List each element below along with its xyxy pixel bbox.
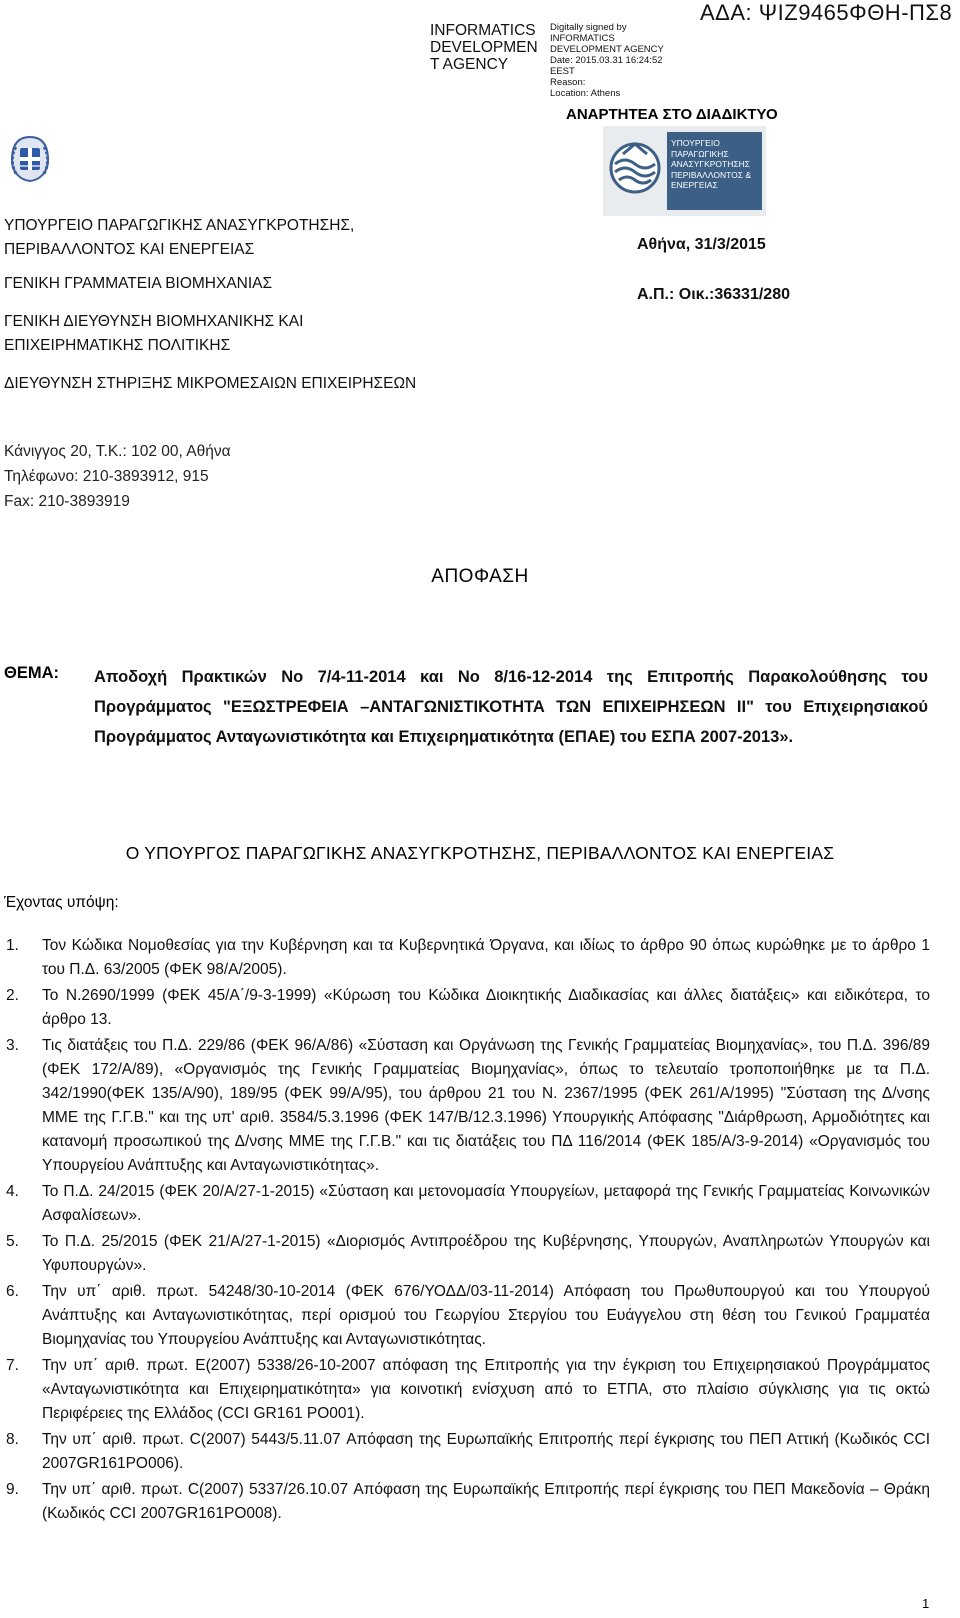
subject-text: Αποδοχή Πρακτικών Νο 7/4-11-2014 και Νο 8/16-12-2014 της Επιτροπής Παρακολούθησης του Προγράμματος "ΕΞΩΣΤΡΕΦΕΙΑ –ΑΝΤΑΓΩΝΙΣΤΙΚΟΤΗΤΑ ΤΩΝ ΕΠΙΧΕΙΡΗΣΕΩΝ ΙΙ" του Επιχειρησιακού Προγράμματος Ανταγωνιστικότητα και Επιχειρηματικότητα (ΕΠΑΕ) του ΕΣΠΑ 2007-2013». [94, 668, 928, 746]
list-item-number: 7. [6, 1357, 19, 1374]
list-item-number: 5. [6, 1233, 19, 1250]
considering-label: Έχοντας υπόψη: [4, 894, 119, 911]
header-phone: Τηλέφωνο: 210-3893912, 915 [4, 468, 209, 485]
list-item [4, 984, 930, 1032]
ministry-logo [603, 126, 766, 216]
list-item [4, 1280, 930, 1352]
list-item-text: Την υπ΄ αριθ. πρωτ. 54248/30-10-2014 (ΦΕΚ 676/ΥΟΔΔ/03-11-2014) Απόφαση του Πρωθυπουργού και του Υπουργού Ανάπτυξης και Ανταγωνιστικότητας, περί ορισμού του Γεωργίου Στεργίου του Ευάγγελου στη θέση του Γενικού Γραμματέα Βιομηχανίας του Υπουργείου Ανάπτυξης και Ανταγωνιστικότητας. [42, 1283, 930, 1348]
signature-line: DEVELOPMENT AGENCY [550, 44, 664, 55]
list-item-text: Την υπ΄ αριθ. πρωτ. Ε(2007) 5338/26-10-2007 απόφαση της Επιτροπής για την έγκριση του Επιχειρησιακού Προγράμματος «Ανταγωνιστικότητα και Επιχειρηματικότητα» για κοινοτική ενίσχυση από το ΕΤΠΑ, στο πλαίσιο σύγκλισης για τις οκτώ Περιφέρειες της Ελλάδος (CCI GR161 PO001). [42, 1357, 930, 1422]
signature-details [550, 22, 680, 99]
signature-line: INFORMATICS [550, 33, 615, 44]
list-item-text: Το Π.Δ. 24/2015 (ΦΕΚ 20/Α/27-1-2015) «Σύσταση και μετονομασία Υπουργείων, μεταφορά της Γενικής Γραμματείας Κοινωνικών Ασφαλίσεων». [42, 1183, 930, 1224]
decision-title: ΑΠΟΦΑΣΗ [431, 566, 529, 587]
protocol-number: Α.Π.: Οικ.:36331/280 [637, 286, 790, 303]
ada-code: ΑΔΑ: ΨΙΖ9465ΦΘΗ-ΠΣ8 [700, 0, 953, 25]
header-ministry: ΥΠΟΥΡΓΕΙΟ ΠΑΡΑΓΩΓΙΚΗΣ ΑΝΑΣΥΓΚΡΟΤΗΣΗΣ, ΠΕΡΙΒΑΛΛΟΝΤΟΣ ΚΑΙ ΕΝΕΡΓΕΙΑΣ [4, 217, 355, 258]
page-number: 1 [922, 1596, 930, 1611]
web-publication-label: ΑΝΑΡΤΗΤΕΑ ΣΤΟ ΔΙΑΔΙΚΤΥΟ [566, 106, 778, 123]
signature-line: Reason: [550, 77, 586, 88]
list-item [4, 1034, 930, 1178]
greek-emblem-icon [6, 134, 54, 184]
list-item [4, 1428, 930, 1476]
signature-line: Location: Athens [550, 88, 621, 99]
list-item-number: 9. [6, 1481, 19, 1498]
header-general-directorate: ΓΕΝΙΚΗ ΔΙΕΥΘΥΝΣΗ ΒΙΟΜΗΧΑΝΙΚΗΣ ΚΑΙ ΕΠΙΧΕΙΡΗΜΑΤΙΚΗΣ ΠΟΛΙΤΙΚΗΣ [4, 313, 304, 354]
signature-line: EEST [550, 66, 575, 77]
list-item-number: 1. [6, 937, 19, 954]
header-secretariat: ΓΕΝΙΚΗ ΓΡΑΜΜΑΤΕΙΑ ΒΙΟΜΗΧΑΝΙΑΣ [4, 275, 273, 292]
header-address: Κάνιγγος 20, Τ.Κ.: 102 00, Αθήνα [4, 443, 231, 460]
legal-references-list [4, 934, 930, 1528]
list-item [4, 1478, 930, 1526]
list-item-text: Την υπ΄ αριθ. πρωτ. C(2007) 5337/26.10.07 Απόφαση της Ευρωπαϊκής Επιτροπής περί έγκρισης του ΠΕΠ Μακεδονία – Θράκη (Κωδικός CCI 2007GR161PO008). [42, 1481, 930, 1522]
header-fax: Fax: 210-3893919 [4, 493, 130, 510]
list-item-number: 8. [6, 1431, 19, 1448]
subject-label: ΘΕΜΑ: [4, 664, 59, 682]
signature-line: Digitally signed by [550, 22, 627, 33]
header-directorate: ΔΙΕΥΘΥΝΣΗ ΣΤΗΡΙΞΗΣ ΜΙΚΡΟΜΕΣΑΙΩΝ ΕΠΙΧΕΙΡΗΣΕΩΝ [4, 375, 417, 392]
list-item-text: Τις διατάξεις του Π.Δ. 229/86 (ΦΕΚ 96/Α/86) «Σύσταση και Οργάνωση της Γενικής Γραμματείας Βιομηχανίας», του Π.Δ. 396/89 (ΦΕΚ 172/Α/89), «Οργανισμός της Γενικής Γραμματείας Βιομηχανίας», όπως το τελευταίο τροποποιήθηκε με τα Π.Δ. 342/1990(ΦΕΚ 135/Α/90), 189/95 (ΦΕΚ 99/Α/95), του άρθρου 21 του Ν. 2367/1995 (ΦΕΚ 261/Α/1995) "Σύσταση της Δ/νσης ΜΜΕ της Γ.Γ.Β." και της υπ' αριθ. 3584/5.3.1996 (ΦΕΚ 147/Β/12.3.1996) Υπουργικής Απόφασης "Διάρθρωση, Αρμοδιότητες και κατανομή προσωπικού της Δ/νσης ΜΜΕ της Γ.Γ.Β." και τις διατάξεις του ΠΔ 116/2014 (ΦΕΚ 185/Α/3-9-2014) «Οργανισμός του Υπουργείου Ανάπτυξης και Ανταγωνιστικότητας». [42, 1037, 930, 1174]
list-item-text: Την υπ΄ αριθ. πρωτ. C(2007) 5443/5.11.07 Απόφαση της Ευρωπαϊκής Επιτροπής περί έγκρισης του ΠΕΠ Αττική (Κωδικός CCI 2007GR161PO006). [42, 1431, 930, 1472]
document-date: Αθήνα, 31/3/2015 [637, 236, 766, 253]
minister-heading: Ο ΥΠΟΥΡΓΟΣ ΠΑΡΑΓΩΓΙΚΗΣ ΑΝΑΣΥΓΚΡΟΤΗΣΗΣ, ΠΕΡΙΒΑΛΛΟΝΤΟΣ ΚΑΙ ΕΝΕΡΓΕΙΑΣ [125, 843, 835, 863]
ministry-logo-text: ΥΠΟΥΡΓΕΙΟ ΠΑΡΑΓΩΓΙΚΗΣ ΑΝΑΣΥΓΚΡΟΤΗΣΗΣ ΠΕΡΙΒΑΛΛΟΝΤΟΣ & ΕΝΕΡΓΕΙΑΣ [671, 138, 752, 190]
list-item [4, 1354, 930, 1426]
list-item-text: Το Π.Δ. 25/2015 (ΦΕΚ 21/Α/27-1-2015) «Διορισμός Αντιπροέδρου της Κυβέρνησης, Υπουργών, Αναπληρωτών Υπουργών και Υφυπουργών». [42, 1233, 930, 1274]
list-item-text: Τον Κώδικα Νομοθεσίας για την Κυβέρνηση και τα Κυβερνητικά Όργανα, και ιδίως το άρθρο 90 όπως κυρώθηκε με το άρθρο 1 του Π.Δ. 63/2005 (ΦΕΚ 98/Α/2005). [42, 937, 930, 978]
list-item-number: 4. [6, 1183, 19, 1200]
list-item-number: 2. [6, 987, 19, 1004]
list-item [4, 1180, 930, 1228]
signature-line: Date: 2015.03.31 16:24:52 [550, 55, 663, 66]
list-item-number: 3. [6, 1037, 19, 1054]
list-item [4, 1230, 930, 1278]
signature-org-name: INFORMATICS DEVELOPMEN T AGENCY [430, 22, 538, 73]
list-item-number: 6. [6, 1283, 19, 1300]
list-item-text: Το Ν.2690/1999 (ΦΕΚ 45/Α΄/9-3-1999) «Κύρωση του Κώδικα Διοικητικής Διαδικασίας και άλλες διατάξεις» και ειδικότερα, το άρθρο 13. [42, 987, 930, 1028]
list-item [4, 934, 930, 982]
